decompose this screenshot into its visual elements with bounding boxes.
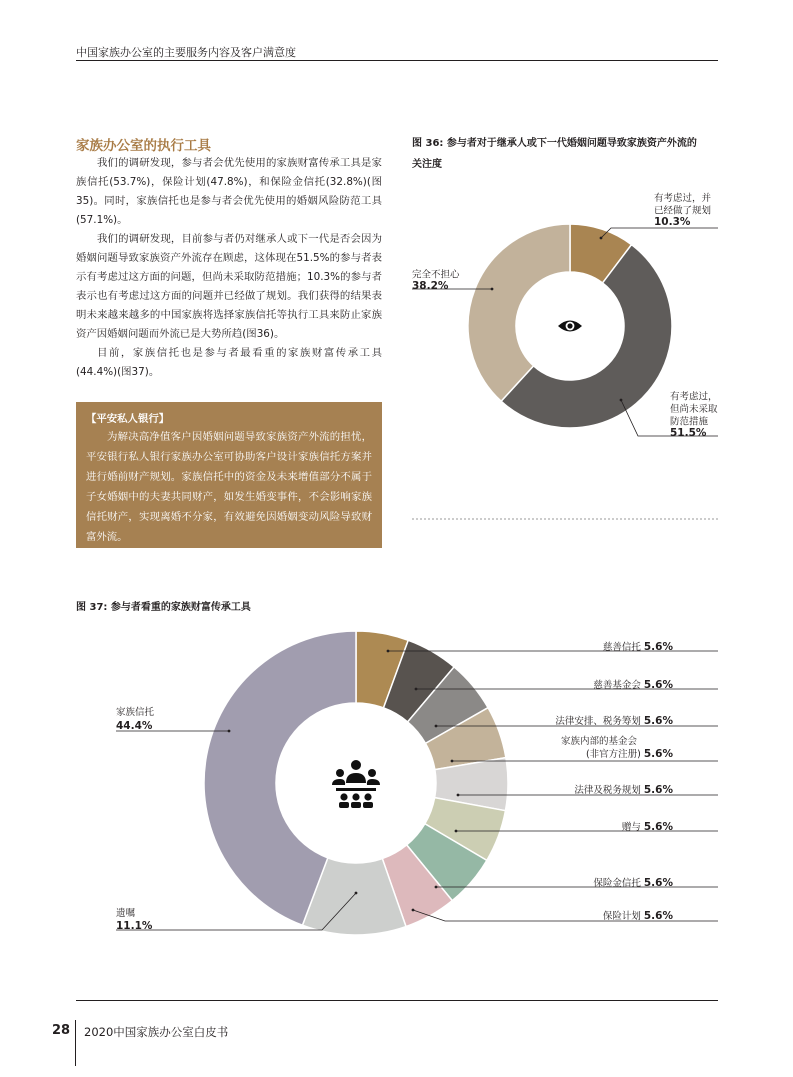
slice-label-value: 44.4%: [116, 720, 153, 732]
eye-icon: [558, 321, 582, 332]
slice-label-name: 法律及税务规划: [574, 785, 644, 796]
section-title: 家族办公室的执行工具: [76, 138, 211, 154]
slice-label: [586, 748, 674, 760]
leader-dot: [600, 237, 603, 240]
slice-label: 遗嘱: [116, 908, 136, 919]
paragraph: 目前，家族信托也是参与者最看重的家族财富传承工具(44.4%)(图37)。: [76, 347, 382, 378]
slice-label-value: 5.6%: [643, 748, 673, 760]
callout-title: 【平安私人银行】: [86, 413, 170, 425]
slice-label-name: 慈善基金会: [593, 680, 644, 691]
slice-label: [555, 715, 673, 727]
running-header: 中国家族办公室的主要服务内容及客户满意度: [76, 46, 296, 59]
figure-37-donut-chart: [116, 631, 718, 935]
figure-36-title-line: 关注度: [412, 159, 442, 170]
slice-label-value: 5.6%: [643, 910, 673, 922]
figure-36-title-line: 图 36: 参与者对于继承人或下一代婚姻问题导致家族资产外流的: [412, 138, 697, 149]
slice-label-value: 38.2%: [412, 280, 449, 292]
leader-dot: [355, 892, 358, 895]
slice-label-name: 慈善信托: [602, 642, 644, 653]
figure-37-title: 图 37: 参与者看重的家族财富传承工具: [76, 602, 251, 613]
leader-dot: [415, 688, 418, 691]
donut-slice: [468, 224, 570, 401]
slice-label: [593, 877, 673, 889]
slice-label: 有考虑过，并: [654, 193, 712, 204]
leader-dot: [435, 886, 438, 889]
leader-dot: [228, 730, 231, 733]
slice-label: [574, 784, 673, 796]
slice-label-value: 5.6%: [643, 784, 673, 796]
slice-label: [603, 641, 674, 653]
slice-label-name: (非官方注册): [585, 749, 644, 760]
slice-label-name: 赠与: [621, 822, 644, 833]
slice-label-name: 保险金信托: [593, 878, 644, 889]
paragraph: 我们的调研发现，参与者会优先使用的家族财富传承工具是家族信托(53.7%)，保险计划(47.8%)，和保险金信托(32.8%)(图35)。同时，家族信托也是参与者会优先使用的婚姻风险防范工具(57.1%)。: [76, 157, 382, 226]
footer-title: 2020中国家族办公室白皮书: [84, 1025, 229, 1039]
slice-label: 家族信托: [116, 707, 155, 718]
slice-label-name: 法律安排、税务筹划: [555, 716, 644, 727]
paragraph: 我们的调研发现，目前参与者仍对继承人或下一代是否会因为婚姻问题导致家族资产外流存在顾虑，这体现在51.5%的参与者表示有考虑过这方面的问题，但尚未采取防范措施；10.3%的参与者表示也有考虑过这方面的问题并已经做了规划。我们获得的结果表明未来越来越多的中国家族将选择家族信托等执行工具来防止家族资产因婚姻问题而外流已是大势所趋(图36)。: [76, 233, 382, 340]
slice-label-value: 5.6%: [643, 679, 673, 691]
page-number: 28: [52, 1023, 71, 1038]
leader-dot: [455, 830, 458, 833]
slice-label-value: 10.3%: [654, 216, 691, 228]
callout-text: 为解决高净值客户因婚姻问题导致家族资产外流的担忧，平安银行私人银行家族办公室可协助客户设计家族信托方案并进行婚前财产规划。家族信托中的资金及未来增值部分不属于子女婚姻中的夫妻共同财产，如发生婚变事件，不会影响家族信托财产，实现离婚不分家，有效避免因婚姻变动风险导致财富外流。: [86, 431, 372, 543]
leader-dot: [491, 288, 494, 291]
slice-label: 已经做了规划: [654, 205, 712, 217]
slice-label: 完全不担心: [412, 269, 460, 281]
slice-label-name: 保险计划: [602, 911, 644, 922]
slice-label: 但尚未采取: [670, 404, 718, 415]
family-group-icon: [332, 760, 380, 808]
footer-rule: [76, 1000, 718, 1001]
slice-label-value: 11.1%: [116, 920, 153, 932]
slice-label-value: 5.6%: [643, 877, 673, 889]
slice-label: 防范措施: [670, 416, 709, 428]
leader-dot: [412, 909, 415, 912]
slice-label: 家族内部的基金会: [560, 736, 637, 747]
figure-36-donut-chart: [412, 192, 718, 439]
leader-dot: [451, 760, 454, 763]
slice-label-value: 51.5%: [670, 427, 707, 439]
slice-label-value: 5.6%: [643, 821, 673, 833]
slice-label-value: 5.6%: [643, 715, 673, 727]
slice-label: [593, 679, 673, 691]
leader-dot: [457, 794, 460, 797]
slice-label: 有考虑过，: [670, 391, 718, 403]
footer-divider: [75, 1020, 76, 1066]
leader-dot: [435, 725, 438, 728]
slice-label: [603, 910, 674, 922]
leader-dot: [387, 650, 390, 653]
slice-label: [622, 821, 674, 833]
leader-dot: [620, 399, 623, 402]
slice-label-value: 5.6%: [643, 641, 673, 653]
